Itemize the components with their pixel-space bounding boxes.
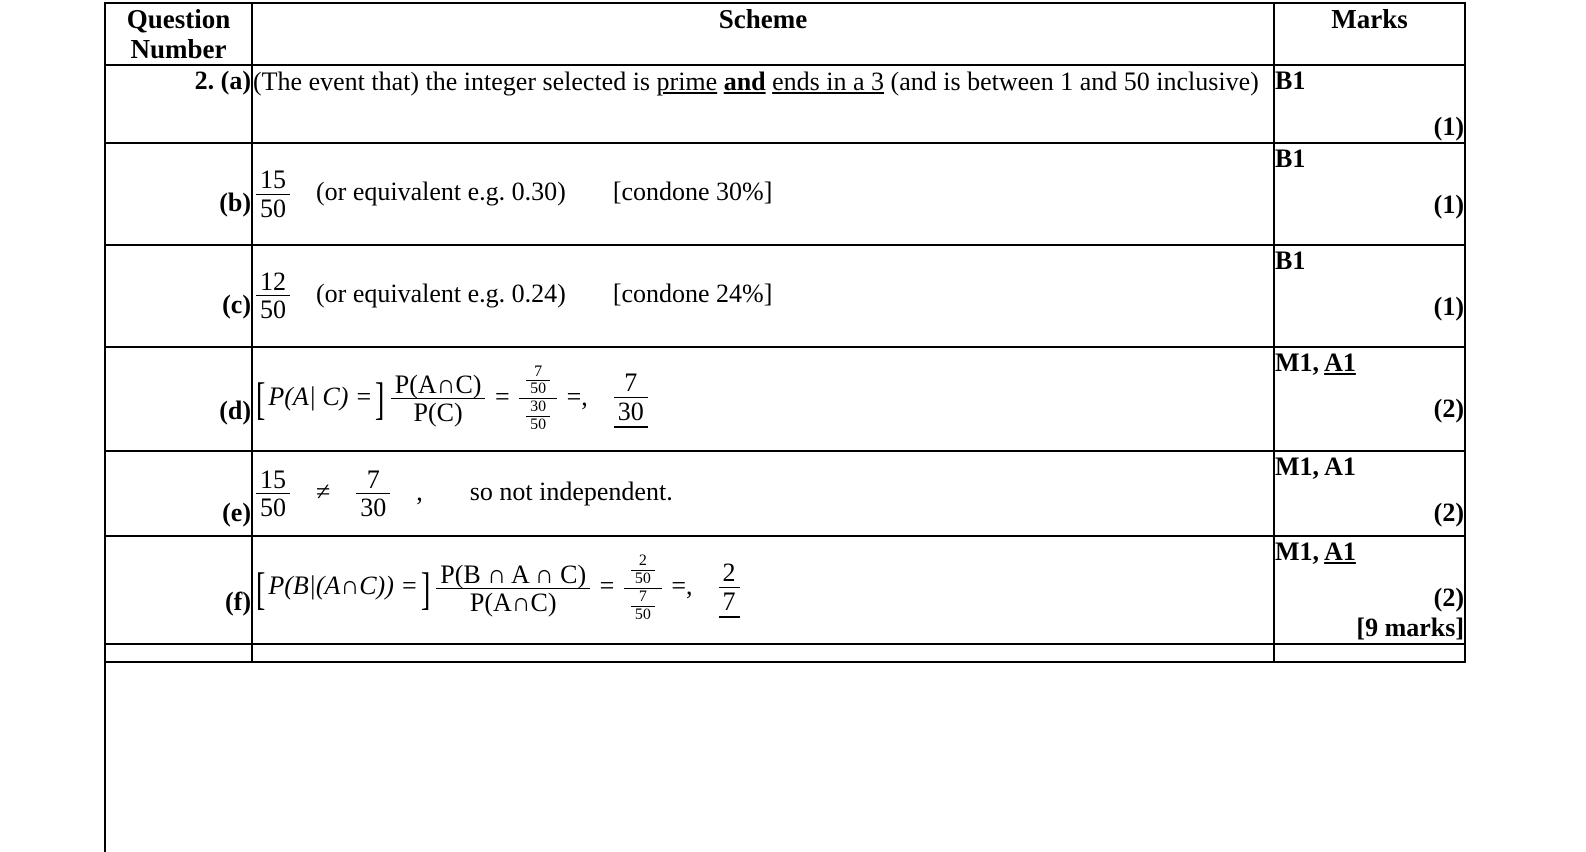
marks-code-f-text: M1, A1 (1275, 537, 1356, 567)
expr-f-equals-1: = (599, 571, 615, 601)
marks-code-a: B1 (1275, 66, 1306, 96)
expr-d-lhs: P(A| C) = (268, 381, 373, 411)
expr-d-equals-1: = (494, 381, 510, 411)
scheme-cell-c (252, 245, 1274, 347)
marks-cell-b (1274, 143, 1465, 245)
left-bracket-icon: [ (255, 562, 266, 614)
right-bracket-icon: ] (375, 373, 385, 425)
table-row (105, 143, 1465, 245)
question-number-e: (e) (105, 451, 252, 537)
scheme-text-b: (or equivalent e.g. 0.30) (316, 177, 566, 207)
condone-note-b: [condone 30%] (612, 177, 773, 207)
fraction-c-denominator: 50 (256, 295, 290, 323)
fraction-e-left (256, 466, 290, 522)
fraction-f-inner-bottom-frac (631, 589, 655, 624)
fraction-e-left-den: 50 (256, 493, 290, 521)
marks-cell-c (1274, 245, 1465, 347)
fraction-b-denominator: 50 (256, 194, 290, 222)
fraction-f-numerator: P(B ∩ A ∩ C) (440, 559, 587, 589)
expr-e-relation: ≠ (316, 476, 331, 506)
fraction-f-inner-bottom (624, 588, 662, 624)
scheme-text-c: (or equivalent e.g. 0.24) (316, 278, 566, 308)
fraction-d-inner-top-frac (526, 364, 550, 399)
scheme-a-underline-ends: ends in a 3 (772, 67, 885, 97)
expr-d-equals-2: =, (566, 381, 588, 411)
fraction-d-inner-top-den: 50 (526, 380, 550, 398)
marks-cell-a (1274, 65, 1465, 143)
scheme-a-lead: (The event that) the integer selected is (253, 67, 657, 97)
marks-cell-d (1274, 347, 1465, 451)
marks-count-e: (2) (1433, 497, 1464, 527)
table-row (105, 451, 1465, 537)
scheme-text-a (253, 66, 1273, 98)
table-row (105, 536, 1465, 644)
fraction-d-inner-top (519, 364, 557, 399)
marks-count-b: (1) (1433, 190, 1464, 220)
expression-f (253, 553, 743, 623)
fraction-f-inner-top (624, 553, 662, 588)
table-row (105, 347, 1465, 451)
total-marks: [9 marks] (1356, 613, 1464, 643)
table-row (105, 245, 1465, 347)
scheme-cell-d (252, 347, 1274, 451)
expression-e (253, 466, 673, 522)
question-number-c: (c) (105, 245, 252, 347)
expression-d (253, 364, 651, 434)
fraction-d-inner-bottom (519, 398, 557, 434)
expr-e-comma: , (416, 476, 423, 506)
scheme-cell-a (252, 65, 1274, 143)
scheme-cell-e (252, 451, 1274, 537)
markscheme-page (0, 2, 1586, 852)
fraction-e-right-num: 7 (366, 464, 380, 494)
marks-code-d (1275, 348, 1464, 378)
stub-marks (1274, 644, 1465, 662)
expr-f-equals-2: =, (671, 571, 693, 601)
table-header-row (105, 3, 1465, 65)
fraction-d-numerator: P(A∩C) (394, 369, 482, 399)
fraction-e-right (356, 466, 390, 522)
marks-a1-underlined: A1 (1324, 537, 1356, 567)
fraction-f-answer (719, 559, 740, 618)
marks-code-f (1275, 537, 1464, 567)
marks-code-e: M1, A1 (1275, 451, 1356, 481)
question-number-f: (f) (105, 536, 252, 644)
page-left-rule (104, 2, 106, 852)
fraction-c (256, 268, 290, 324)
markscheme-table (104, 2, 1466, 663)
fraction-f-answer-num: 2 (722, 558, 736, 588)
marks-cell-f (1274, 536, 1465, 644)
marks-code-b: B1 (1275, 144, 1306, 174)
table-row-stub (105, 644, 1465, 662)
fraction-d-inner-bottom-den: 50 (526, 416, 550, 434)
scheme-a-tail: (and is between 1 and 50 inclusive) (890, 67, 1259, 97)
fraction-e-left-num: 15 (260, 464, 286, 494)
left-bracket-icon: [ (255, 373, 266, 425)
marks-count-f: (2) (1433, 583, 1464, 613)
fraction-b-numerator: 15 (260, 165, 286, 195)
fraction-f-main (436, 561, 590, 617)
fraction-d-inner-bottom-num: 30 (530, 398, 547, 416)
fraction-b (256, 166, 290, 222)
scheme-cell-b (252, 143, 1274, 245)
marks-code-d-text: M1, A1 (1275, 347, 1356, 377)
question-number-b: (b) (105, 143, 252, 245)
fraction-d-answer (614, 369, 648, 428)
table-row (105, 65, 1465, 143)
expr-f-lhs: P(B|(A∩C)) = (268, 571, 418, 601)
expr-e-conclusion: so not independent. (469, 476, 673, 506)
right-bracket-icon: ] (420, 562, 431, 614)
scheme-a-bold-and: and (723, 67, 766, 97)
fraction-f-inner-bottom-num: 7 (638, 588, 647, 606)
header-scheme: Scheme (252, 3, 1274, 65)
question-number-d: (d) (105, 347, 252, 451)
fraction-c-numerator: 12 (260, 267, 286, 297)
scheme-a-underline-prime: prime (656, 67, 718, 97)
fraction-f-inner-top-den: 50 (631, 570, 655, 588)
fraction-d-main (391, 371, 486, 427)
fraction-d-inner-bottom-frac (526, 399, 550, 434)
marks-count-c: (1) (1433, 292, 1464, 322)
marks-a1-underlined: A1 (1324, 347, 1356, 377)
marks-count-d: (2) (1433, 393, 1464, 423)
fraction-d-answer-num: 7 (624, 368, 638, 398)
fraction-e-right-den: 30 (356, 493, 390, 521)
fraction-f-inner-top-num: 2 (638, 552, 647, 570)
fraction-f-denominator: P(A∩C) (436, 588, 590, 616)
stub-question-number (105, 644, 252, 662)
marks-cell-e (1274, 451, 1465, 537)
scheme-cell-f (252, 536, 1274, 644)
fraction-f-inner-top-frac (631, 553, 655, 588)
fraction-f-complex (624, 553, 662, 623)
marks-code-c: B1 (1275, 246, 1306, 276)
fraction-d-inner-top-num: 7 (534, 362, 543, 380)
fraction-f-inner-bottom-den: 50 (631, 606, 655, 624)
fraction-d-complex (519, 364, 557, 434)
marks-count-a: (1) (1433, 112, 1464, 142)
header-marks: Marks (1274, 3, 1465, 65)
question-number-a: 2. (a) (105, 65, 252, 143)
condone-note-c: [condone 24%] (612, 278, 773, 308)
header-question-number: Question Number (105, 3, 252, 65)
fraction-d-denominator: P(C) (391, 398, 486, 426)
fraction-f-answer-den: 7 (719, 587, 740, 615)
fraction-d-answer-den: 30 (614, 397, 648, 425)
stub-scheme (252, 644, 1274, 662)
